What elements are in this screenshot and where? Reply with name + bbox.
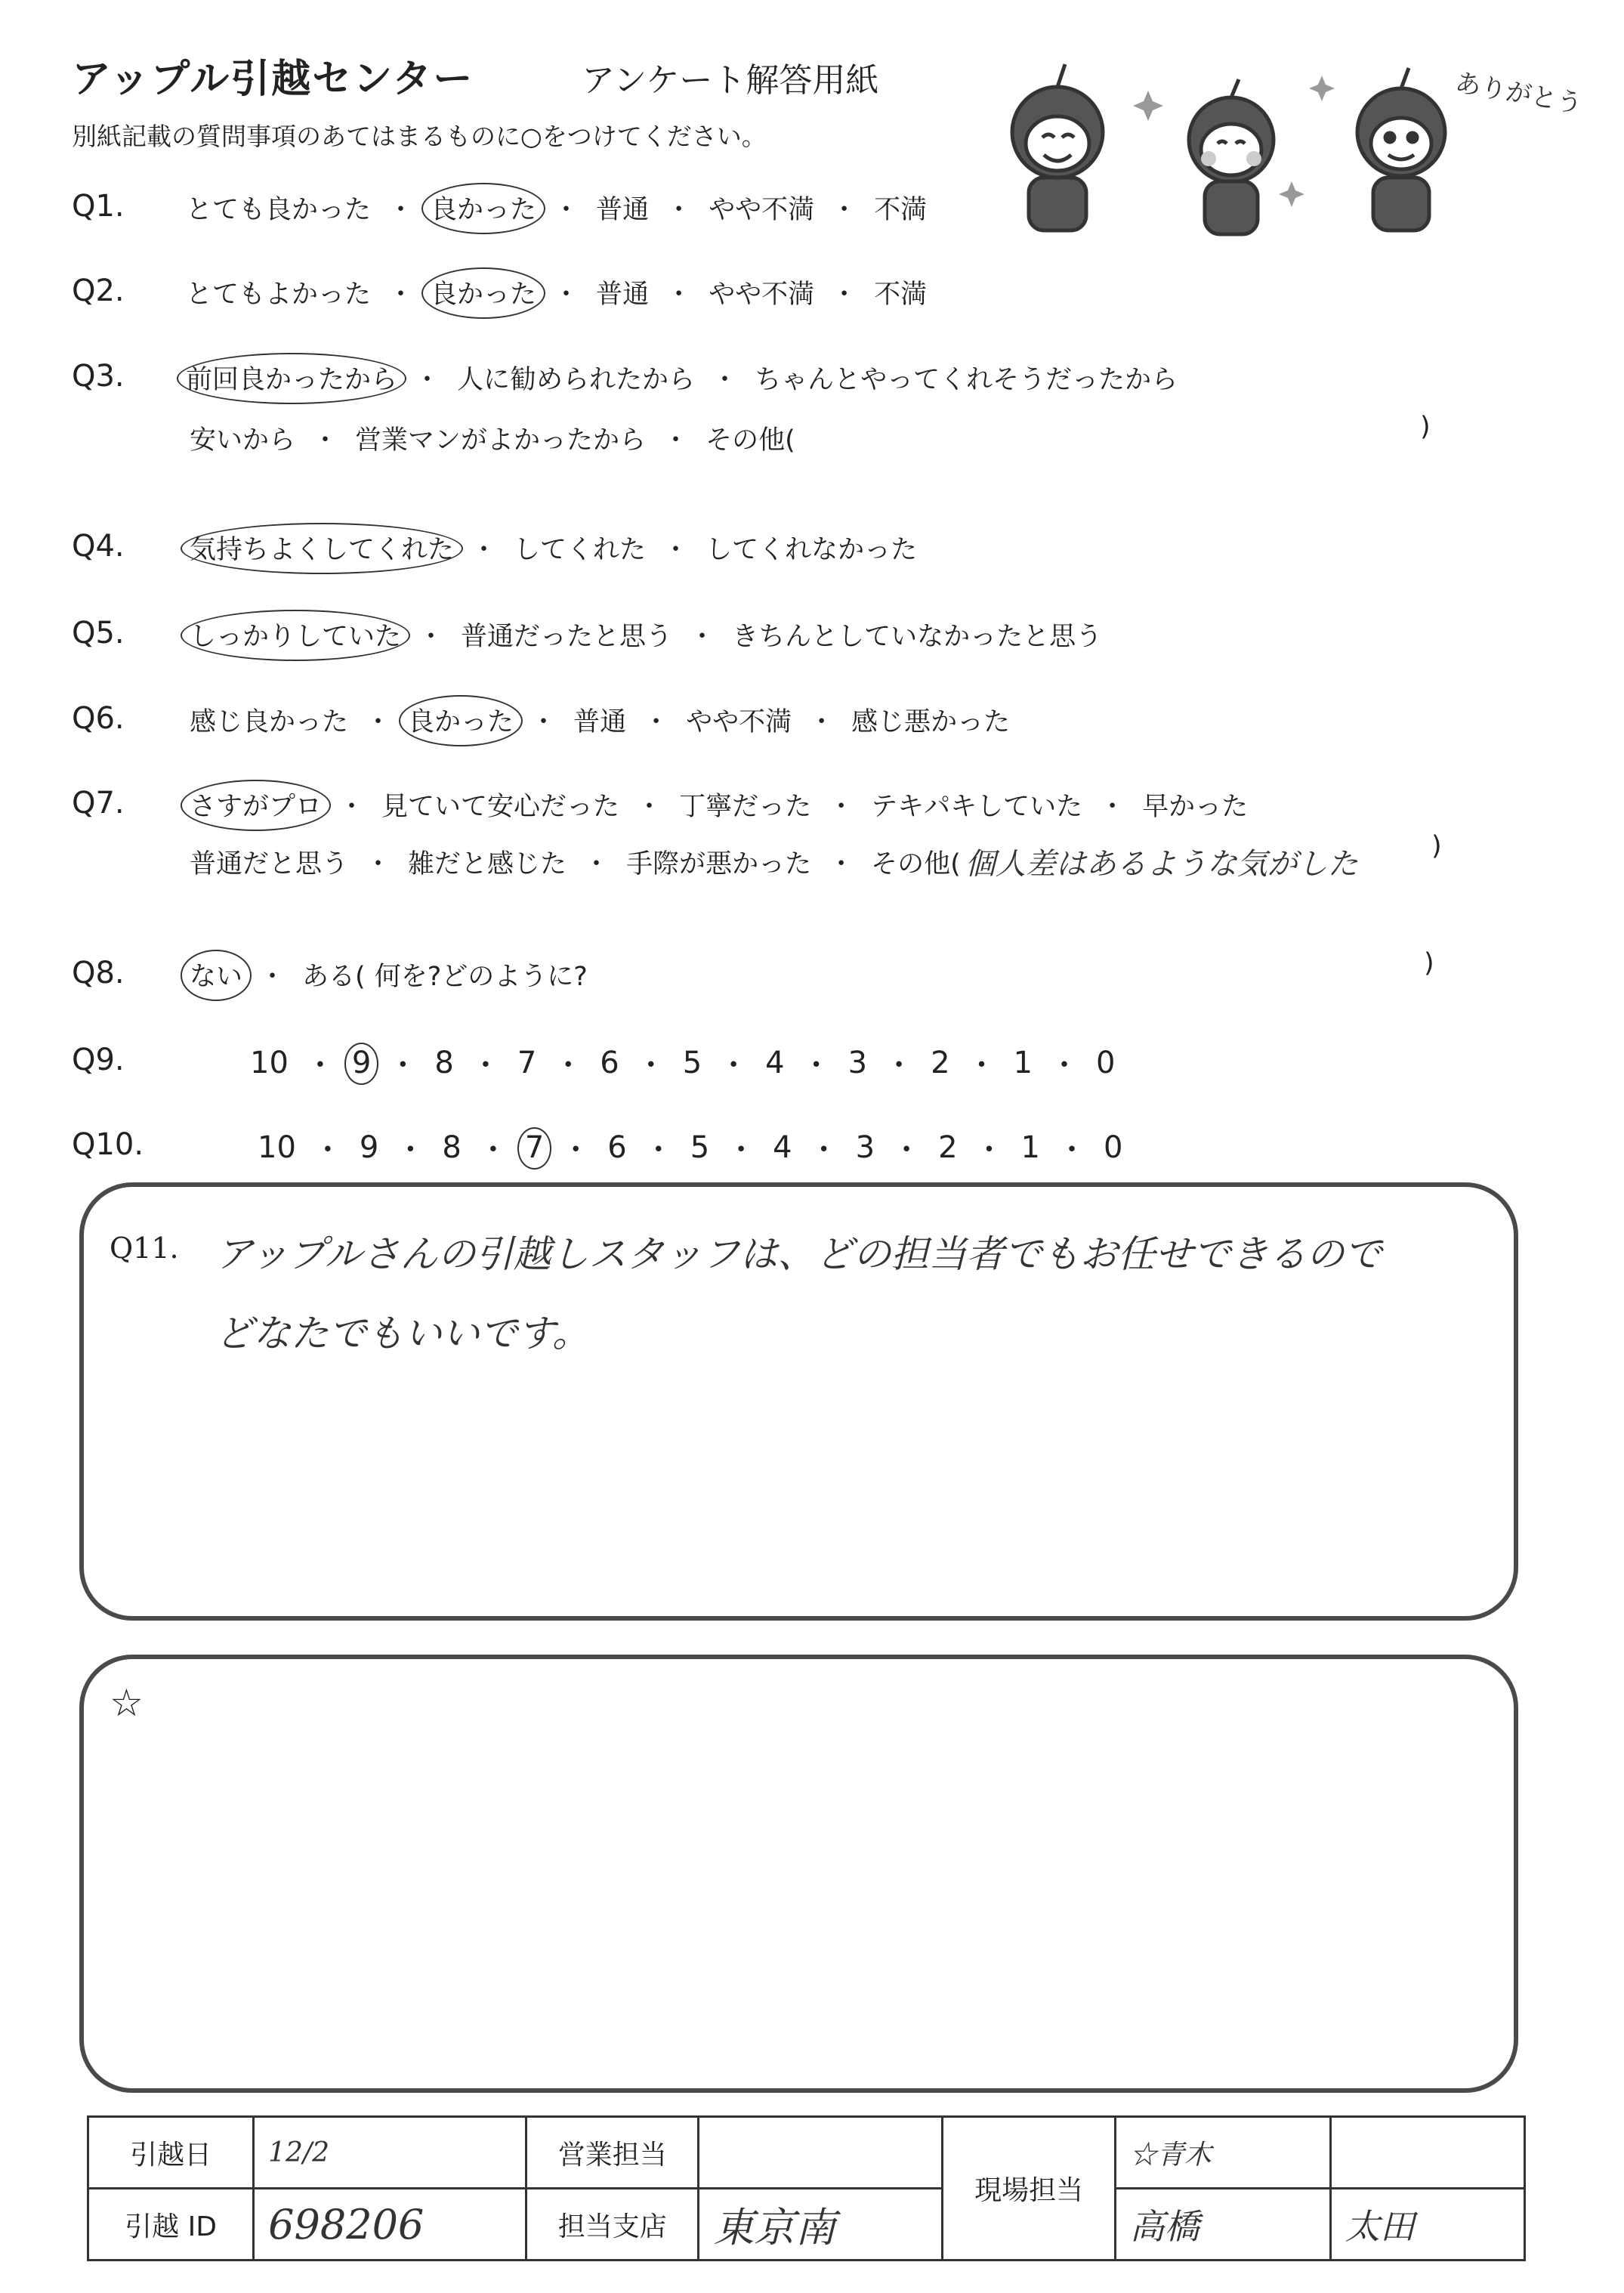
q8-option[interactable]: ある(	[302, 962, 366, 992]
q5-label: Q5.	[72, 616, 125, 651]
q8-option-selected[interactable]: ない	[185, 956, 247, 994]
q9-score[interactable]: 3	[848, 1045, 868, 1080]
q9-score[interactable]: 4	[765, 1045, 785, 1080]
move-date-label: 引越日	[88, 2117, 254, 2189]
staff-note-box[interactable]	[79, 1655, 1518, 2093]
q9-score-selected[interactable]: 9	[347, 1046, 375, 1080]
q8-options: ない ・ ある( 何を?どのように?	[185, 956, 592, 994]
q9-score[interactable]: 7	[517, 1045, 537, 1080]
q2-option-selected[interactable]: 良かった	[426, 273, 541, 311]
q8-label: Q8.	[72, 956, 125, 990]
q2-option[interactable]: 不満	[874, 280, 928, 310]
q9-score[interactable]: 2	[931, 1045, 950, 1080]
field-staff-label: 現場担当	[943, 2117, 1115, 2261]
move-date-value[interactable]: 12/2	[254, 2117, 526, 2189]
q3-label: Q3.	[72, 359, 125, 394]
form-title: アップル引越センター	[72, 57, 474, 102]
q7-option[interactable]: テキパキしていた	[871, 792, 1083, 822]
q9-score[interactable]: 5	[682, 1045, 702, 1080]
mascot-thanks-text: ありがとう	[1453, 67, 1585, 120]
footer-info-table	[87, 2115, 1526, 2261]
q7-option[interactable]: 早かった	[1142, 792, 1249, 822]
q2-option[interactable]: とてもよかった	[186, 280, 372, 310]
q1-option[interactable]: 普通	[596, 195, 650, 225]
field-staff-1[interactable]: ☆青木	[1115, 2117, 1330, 2189]
field-staff-empty[interactable]	[1330, 2117, 1524, 2189]
q3-option[interactable]: 営業マンがよかったから	[355, 425, 647, 456]
form-subtitle: アンケート解答用紙	[582, 61, 879, 100]
q7-options-line2: 普通だと思う ・ 雑だと感じた ・ 手際が悪かった ・ その他( 個人差はあるような気がした	[185, 840, 1358, 883]
q5-option-selected[interactable]: しっかりしていた	[185, 616, 406, 654]
q6-option-selected[interactable]: 良かった	[403, 701, 518, 739]
q9-score[interactable]: 10	[250, 1045, 289, 1080]
q9-label: Q9.	[72, 1043, 125, 1077]
star-icon: ☆	[110, 1681, 144, 1725]
q7-option-selected[interactable]: さすがプロ	[185, 786, 326, 824]
q1-option[interactable]: 不満	[874, 195, 928, 225]
q11-label: Q11.	[110, 1231, 179, 1265]
move-id-label: 引越 ID	[88, 2189, 254, 2261]
q7-option[interactable]: 雑だと感じた	[408, 848, 567, 879]
q4-label: Q4.	[72, 529, 125, 564]
q1-option[interactable]: とても良かった	[186, 195, 372, 225]
q3-option[interactable]: 人に勧められたから	[457, 365, 696, 395]
q9-score[interactable]: 6	[600, 1045, 619, 1080]
q1-option[interactable]: やや不満	[709, 195, 815, 225]
sales-rep-label: 営業担当	[526, 2117, 699, 2189]
q1-options: とても良かった ・ 良かった ・ 普通 ・ やや不満 ・ 不満	[181, 189, 931, 227]
q5-options: しっかりしていた ・ 普通だったと思う ・ きちんとしていなかったと思う	[185, 616, 1107, 654]
q7-option[interactable]: 手際が悪かった	[626, 848, 812, 879]
q6-options: 感じ良かった ・ 良かった ・ 普通 ・ やや不満 ・ 感じ悪かった	[185, 701, 1014, 739]
q4-option[interactable]: してくれなかった	[705, 535, 918, 565]
q9-score[interactable]: 8	[434, 1045, 454, 1080]
q7-option[interactable]: 見ていて安心だった	[381, 792, 620, 822]
q6-option[interactable]: 感じ悪かった	[851, 707, 1011, 737]
q3-options-line1: 前回良かったから ・ 人に勧められたから ・ ちゃんとやってくれそうだったから	[181, 359, 1182, 397]
field-staff-2[interactable]: 高橋	[1115, 2189, 1330, 2261]
sales-rep-value[interactable]	[699, 2117, 943, 2189]
q3-option[interactable]: 安いから	[190, 425, 296, 456]
q10-label: Q10.	[72, 1127, 144, 1162]
q10-scale: 10 ・ 9 ・ 8 ・ 7 ・ 6 ・ 5 ・ 4 ・ 3 ・ 2 ・ 1 ・ 0	[253, 1126, 1127, 1169]
move-id-value[interactable]: 698206	[254, 2189, 526, 2261]
q10-score[interactable]: 3	[855, 1130, 875, 1165]
q1-option-selected[interactable]: 良かった	[426, 189, 541, 227]
q10-score[interactable]: 1	[1020, 1130, 1040, 1165]
q4-option-selected[interactable]: 気持ちよくしてくれた	[185, 529, 458, 567]
q10-score[interactable]: 5	[690, 1130, 710, 1165]
q9-scale: 10 ・ 9 ・ 8 ・ 7 ・ 6 ・ 5 ・ 4 ・ 3 ・ 2 ・ 1 ・ 0	[245, 1041, 1119, 1084]
q6-option[interactable]: 普通	[573, 707, 627, 737]
q4-option[interactable]: してくれた	[514, 535, 647, 565]
q7-label: Q7.	[72, 786, 125, 820]
instruction-text: 別紙記載の質問事項のあてはまるものに○をつけてください。	[72, 122, 767, 151]
q1-label: Q1.	[72, 189, 125, 224]
q3-option-other[interactable]: その他(	[705, 425, 795, 456]
q9-score[interactable]: 0	[1095, 1045, 1116, 1080]
q10-score[interactable]: 10	[258, 1130, 296, 1165]
branch-value[interactable]: 東京南	[699, 2189, 943, 2261]
q3-option-selected[interactable]: 前回良かったから	[181, 359, 402, 397]
q10-score[interactable]: 2	[938, 1130, 958, 1165]
q7-close-paren: )	[1431, 831, 1442, 861]
q8-prompt: 何を?どのように?	[374, 962, 588, 992]
monkey-mascots-illustration	[982, 45, 1585, 249]
field-staff-3[interactable]: 太田	[1330, 2189, 1524, 2261]
q6-label: Q6.	[72, 701, 125, 736]
q6-option[interactable]: 感じ良かった	[190, 707, 349, 737]
q11-answer-line1: アップルさんの引越しスタッフは、どの担当者でもお任せできるので	[215, 1232, 1382, 1276]
q5-option[interactable]: 普通だったと思う	[461, 622, 673, 652]
q10-score[interactable]: 8	[442, 1130, 462, 1165]
q3-option[interactable]: ちゃんとやってくれそうだったから	[755, 365, 1178, 395]
q7-option[interactable]: 普通だと思う	[190, 848, 349, 879]
q2-options: とてもよかった ・ 良かった ・ 普通 ・ やや不満 ・ 不満	[181, 273, 931, 311]
q7-options-line1: さすがプロ ・ 見ていて安心だった ・ 丁寧だった ・ テキパキしていた ・ 早かった	[185, 786, 1252, 824]
q3-close-paren: )	[1420, 412, 1431, 442]
q5-option[interactable]: きちんとしていなかったと思う	[732, 622, 1103, 652]
q7-option-other[interactable]: その他(	[871, 848, 961, 879]
q2-option[interactable]: やや不満	[709, 280, 815, 310]
q9-score[interactable]: 1	[1013, 1045, 1033, 1080]
q10-score[interactable]: 6	[607, 1130, 627, 1165]
q8-close-paren: )	[1424, 948, 1434, 978]
q7-other-handwritten: 個人差はあるような気がした	[965, 847, 1358, 882]
q6-option[interactable]: やや不満	[686, 707, 792, 737]
q11-answer-line2: どなたでもいいです。	[215, 1312, 590, 1355]
q10-score[interactable]: 4	[773, 1130, 792, 1165]
q10-score[interactable]: 9	[359, 1130, 379, 1165]
q3-options-line2: 安いから ・ 営業マンがよかったから ・ その他(	[185, 419, 800, 457]
q2-label: Q2.	[72, 273, 125, 308]
q10-score-selected[interactable]: 7	[520, 1130, 548, 1165]
q7-option[interactable]: 丁寧だった	[679, 792, 812, 822]
q2-option[interactable]: 普通	[596, 280, 650, 310]
q10-score[interactable]: 0	[1103, 1130, 1123, 1165]
branch-label: 担当支店	[526, 2189, 699, 2261]
q4-options: 気持ちよくしてくれた ・ してくれた ・ してくれなかった	[185, 529, 922, 567]
